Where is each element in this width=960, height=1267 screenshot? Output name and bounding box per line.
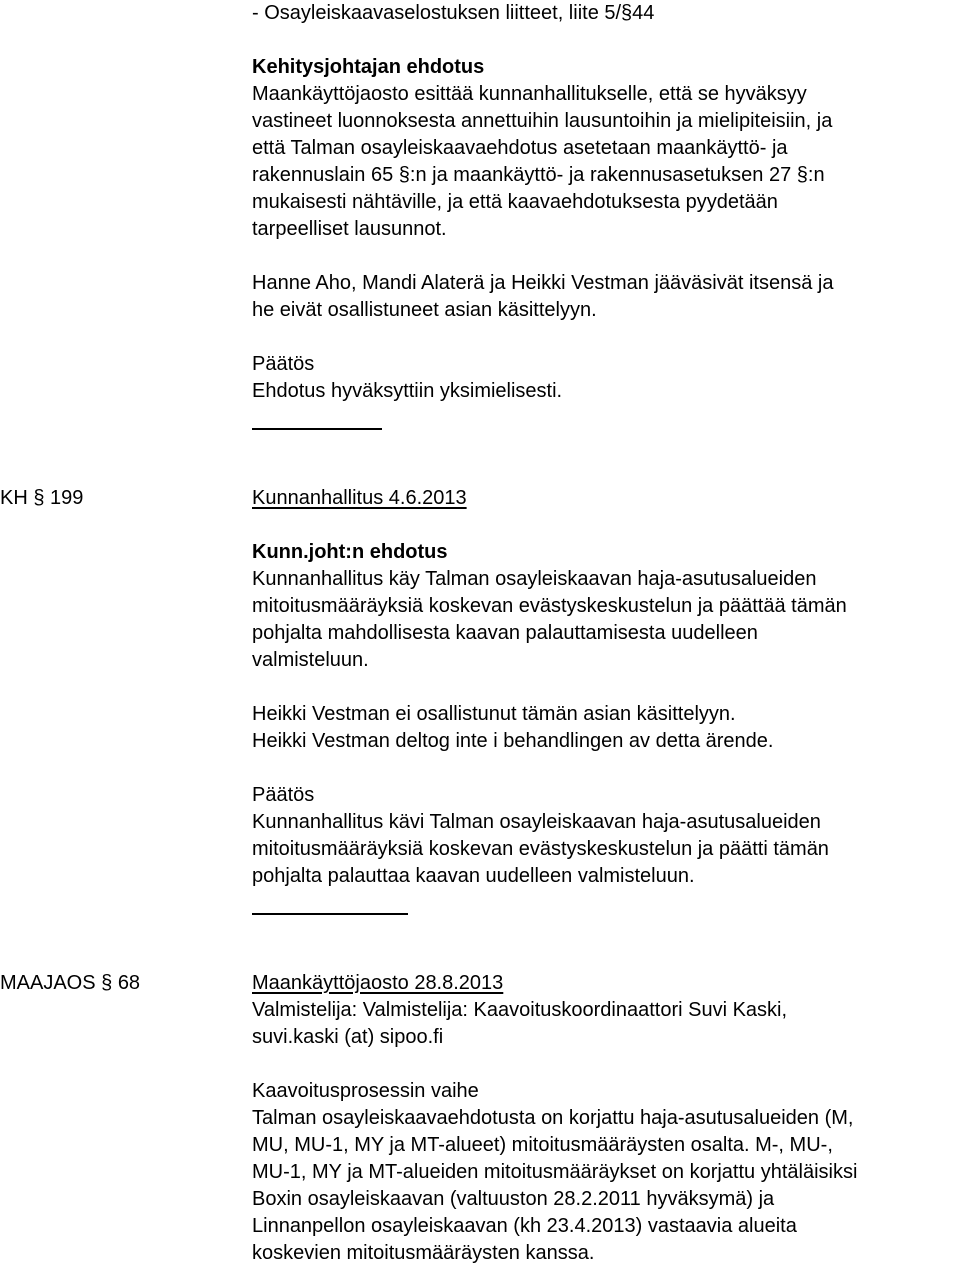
proposal-line: että Talman osayleiskaavaehdotus asetetaan maankäyttö- ja — [252, 137, 788, 159]
item2-note — [252, 701, 960, 755]
header-text: - Osayleiskaavaselostuksen liitteet, liite 5/§44 — [252, 2, 655, 24]
stage-line: MU, MU-1, MY ja MT-alueet) mitoitusmääräysten osalta. M-, MU-, — [252, 1134, 833, 1156]
disqualification-line: Hanne Aho, Mandi Alaterä ja Heikki Vestman jääväsivät itsensä ja — [252, 272, 834, 294]
proposal-line: pohjalta mahdollisesta kaavan palauttamisesta uudelleen — [252, 622, 758, 644]
item1-decision — [252, 351, 960, 405]
decision-text: Ehdotus hyväksyttiin yksimielisesti. — [252, 380, 563, 402]
separator-rule — [252, 913, 408, 915]
header-line — [252, 0, 960, 27]
proposal-line: mukaisesti nähtäville, ja että kaavaehdotuksesta pyydetään — [252, 191, 778, 213]
decision-line: mitoitusmääräyksiä koskevan evästyskeskustelun ja päätti tämän — [252, 838, 829, 860]
stage-line: koskevien mitoitusmääräysten kanssa. — [252, 1242, 595, 1264]
decision-label: Päätös — [252, 784, 315, 806]
case-id: MAAJAOS § 68 — [0, 972, 141, 994]
note-line: Heikki Vestman ei osallistunut tämän asian käsittelyyn. — [252, 703, 736, 725]
stage-line: Linnanpellon osayleiskaavan (kh 23.4.2013) vastaavia alueita — [252, 1215, 797, 1237]
meeting-title: Maankäyttöjaosto 28.8.2013 — [252, 972, 504, 994]
stage-line: Talman osayleiskaavaehdotusta on korjattu haja-asutusalueiden (M, — [252, 1107, 854, 1129]
stage-label: Kaavoitusprosessin vaihe — [252, 1080, 479, 1102]
disqualification-line: he eivät osallistuneet asian käsittelyyn. — [252, 299, 597, 321]
proposal-line: vastineet luonnoksesta annettuihin lausuntoihin ja mielipiteisiin, ja — [252, 110, 833, 132]
proposal-line: rakennuslain 65 §:n ja maankäyttö- ja rakennusasetuksen 27 §:n — [252, 164, 825, 186]
item2-proposal — [252, 539, 960, 674]
decision-line: Kunnanhallitus kävi Talman osayleiskaavan haja-asutusalueiden — [252, 811, 821, 833]
proposal-line: Kunnanhallitus käy Talman osayleiskaavan haja-asutusalueiden — [252, 568, 817, 590]
stage-line: MU-1, MY ja MT-alueiden mitoitusmääräykset on korjattu yhtäläisiksi — [252, 1161, 858, 1183]
proposal-title: Kunn.joht:n ehdotus — [252, 541, 448, 563]
proposal-title: Kehitysjohtajan ehdotus — [252, 56, 485, 78]
note-line: Heikki Vestman deltog inte i behandlingen av detta ärende. — [252, 730, 774, 752]
decision-label: Päätös — [252, 353, 315, 375]
item1-disqualification — [252, 270, 960, 324]
meeting-title: Kunnanhallitus 4.6.2013 — [252, 487, 467, 509]
proposal-line: Maankäyttöjaosto esittää kunnanhallitukselle, että se hyväksyy — [252, 83, 807, 105]
proposal-line: valmisteluun. — [252, 649, 369, 671]
preparer-line: Valmistelija: Valmistelija: Kaavoituskoordinaattori Suvi Kaski, — [252, 999, 788, 1021]
item3-preparer — [252, 997, 960, 1051]
proposal-line: mitoitusmääräyksiä koskevan evästyskeskustelun ja päättää tämän — [252, 595, 847, 617]
preparer-line: suvi.kaski (at) sipoo.fi — [252, 1026, 444, 1048]
proposal-line: tarpeelliset lausunnot. — [252, 218, 447, 240]
item3-stage — [252, 1078, 960, 1267]
item2-decision — [252, 782, 960, 890]
separator-rule — [252, 428, 382, 430]
case-id: KH § 199 — [0, 487, 84, 509]
stage-line: Boxin osayleiskaavan (valtuuston 28.2.2011 hyväksymä) ja — [252, 1188, 775, 1210]
item1-proposal — [252, 54, 960, 243]
decision-line: pohjalta palauttaa kaavan uudelleen valmisteluun. — [252, 865, 695, 887]
